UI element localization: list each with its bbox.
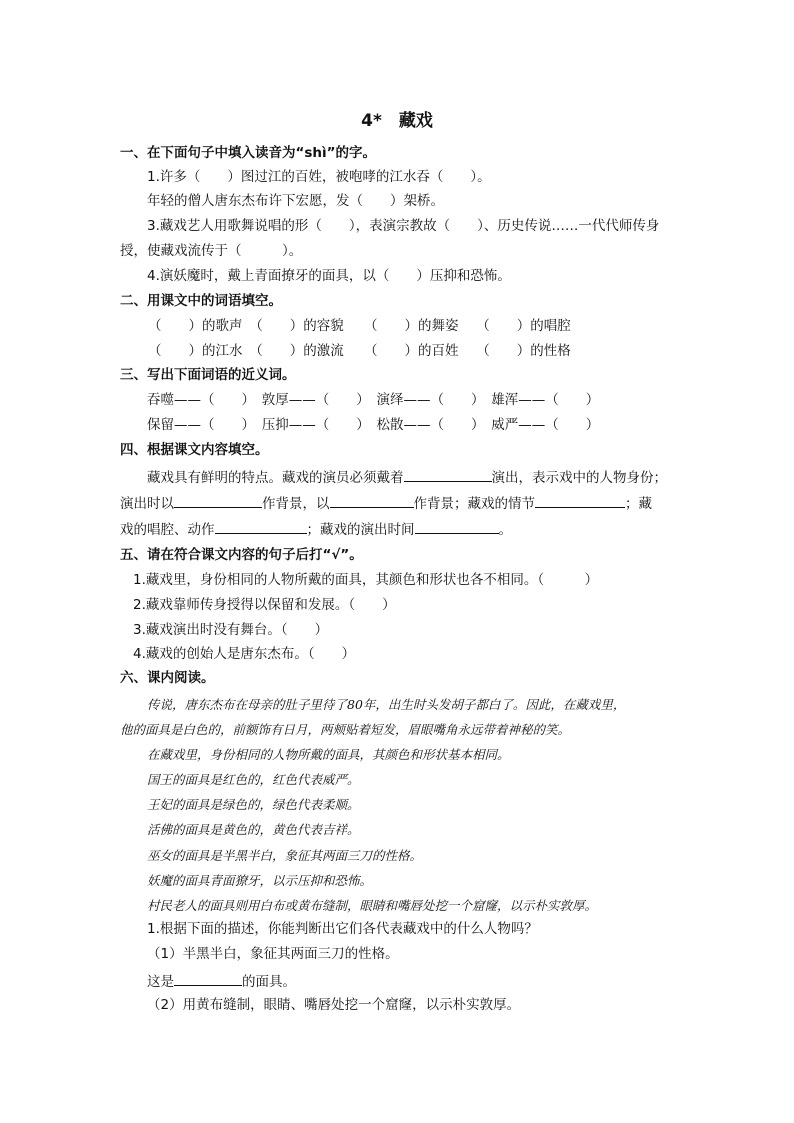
s2-row-1: （ ）的歌声 （ ）的容貌 （ ）的舞姿 （ ）的唱腔 xyxy=(148,318,571,334)
passage-line: 国王的面具是红色的，红色代表威严。 xyxy=(147,772,360,787)
passage-line: 传说，唐东杰布在母亲的肚子里待了80年，出生时头发胡子都白了。因此，在藏戏里， xyxy=(147,697,626,712)
passage-line: 巫女的面具是半黑半白，象征其两面三刀的性格。 xyxy=(147,848,423,863)
section-1-heading: 一、在下面句子中填入读音为“shì”的字。 xyxy=(120,145,377,161)
question-1-1-answer: 这是 的面具。 xyxy=(147,971,296,991)
question-1-1: （1）半黑半白，象征其两面三刀的性格。 xyxy=(147,946,399,962)
passage-line: 活佛的面具是黄色的，黄色代表吉祥。 xyxy=(147,822,360,837)
passage-line: 妖魔的面具青面獠牙，以示压抑和恐怖。 xyxy=(147,873,373,888)
section-2-heading: 二、用课文中的词语填空。 xyxy=(120,293,282,309)
s1-line-2: 年轻的僧人唐东杰布许下宏愿，发（ ）架桥。 xyxy=(147,193,444,209)
s4-line-3: 戏的唱腔、动作 ；藏戏的演出时间 。 xyxy=(120,519,512,539)
section-6-heading: 六、课内阅读。 xyxy=(120,670,215,686)
passage-line: 他的面具是白色的，前额饰有日月，两颊贴着短发，眉眼嘴角永远带着神秘的笑。 xyxy=(120,722,571,737)
passage-line: 王妃的面具是绿色的，绿色代表柔顺。 xyxy=(147,797,360,812)
s2-row-2: （ ）的江水 （ ）的激流 （ ）的百姓 （ ）的性格 xyxy=(148,343,571,359)
s4-line-2: 演出时以 作背景，以 作背景；藏戏的情节 ；藏 xyxy=(120,493,652,513)
s5-item: 1.藏戏里，身份相同的人物所戴的面具，其颜色和形状也各不相同。（ ） xyxy=(133,572,599,588)
s5-item: 3.藏戏演出时没有舞台。（ ） xyxy=(133,622,329,638)
s3-row-1: 吞噬——（ ） 敦厚——（ ） 演绎——（ ） 雄浑——（ ） xyxy=(147,392,600,408)
page-title: 4* 藏戏 xyxy=(361,111,433,131)
s4-line-1: 藏戏具有鲜明的特点。藏戏的演员必须戴着 演出，表示戏中的人物身份； xyxy=(147,467,667,487)
passage-line: 在藏戏里，身份相同的人物所戴的面具，其颜色和形状基本相同。 xyxy=(147,747,510,762)
passage-line: 村民老人的面具则用白布或黄布缝制，眼睛和嘴唇处挖一个窟窿，以示朴实敦厚。 xyxy=(147,898,598,913)
s1-line-4: 授，使藏戏流传于（ ）。 xyxy=(120,243,303,259)
section-5-heading: 五、请在符合课文内容的句子后打“√”。 xyxy=(120,547,363,563)
question-1: 1.根据下面的描述，你能判断出它们各代表藏戏中的什么人物吗？ xyxy=(147,921,538,937)
s5-item: 2.藏戏靠师传身授得以保留和发展。（ ） xyxy=(133,597,396,613)
s1-line-3: 3.藏戏艺人用歌舞说唱的形（ ），表演宗教故（ ）、历史传说……一代代师传身 xyxy=(147,218,660,234)
s1-line-5: 4.演妖魔时，戴上青面撩牙的面具，以（ ）压抑和恐怖。 xyxy=(147,268,511,284)
section-4-heading: 四、根据课文内容填空。 xyxy=(120,442,269,458)
s3-row-2: 保留——（ ） 压抑——（ ） 松散——（ ） 威严——（ ） xyxy=(147,417,600,433)
question-1-2: （2）用黄布缝制，眼睛、嘴唇处挖一个窟窿，以示朴实敦厚。 xyxy=(147,997,521,1013)
section-3-heading: 三、写出下面词语的近义词。 xyxy=(120,367,296,383)
s1-line-1: 1.许多（ ）图过江的百姓，被咆哮的江水吞（ ）。 xyxy=(147,169,491,185)
s5-item: 4.藏戏的创始人是唐东杰布。（ ） xyxy=(133,646,356,662)
